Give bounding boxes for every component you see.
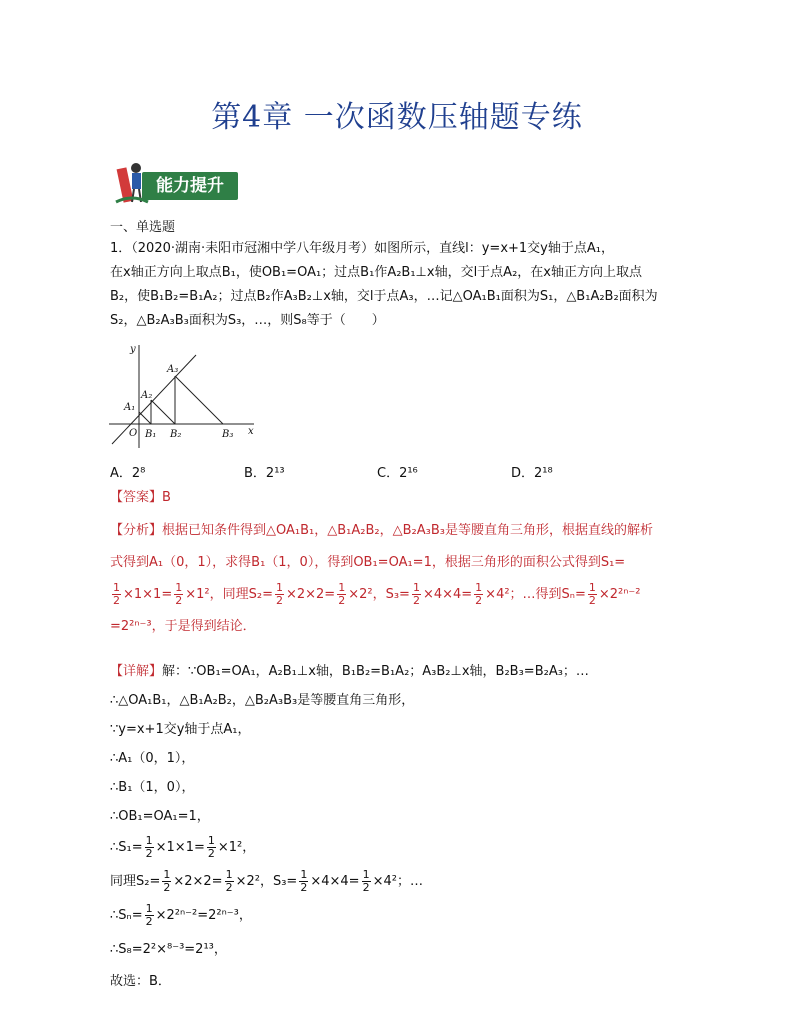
fraction: $\frac{1}{2}$	[113, 581, 120, 607]
fraction: $\frac{1}{2}$	[275, 581, 283, 607]
label-x: x	[248, 426, 254, 437]
fraction: $\frac{1}{2}$	[475, 581, 483, 607]
badge-label: 能力提升	[142, 172, 238, 200]
analysis-line: =2²ⁿ⁻³，于是得到结论．	[110, 619, 256, 634]
fraction: $\frac{1}{2}$	[207, 834, 215, 860]
question-line: B₂，使B₁B₂=B₁A₂；过点B₂作A₃B₂⊥x轴，交l于点A₃，…记△OA₁B₁面积为S₁，△B₁A₂B₂面积为	[110, 289, 658, 304]
ability-badge	[112, 158, 242, 208]
section-heading: 一、单选题	[110, 220, 176, 235]
analysis-line: 根据已知条件得到△OA₁B₁，△B₁A₂B₂，△B₂A₃B₃是等腰直角三角形，根据直线的解析	[162, 523, 653, 538]
option-a[interactable]: A．2⁸	[110, 466, 146, 481]
fraction: $\frac{1}{2}$	[588, 581, 596, 607]
detail-line: 解：∵OB₁=OA₁，A₂B₁⊥x轴，B₁B₂=B₁A₂；A₃B₂⊥x轴，B₂B₃=B₂A₃；…	[162, 664, 589, 679]
option-b[interactable]: B．2¹³	[244, 466, 285, 481]
fraction: $\frac{1}{2}$	[412, 581, 420, 607]
option-c[interactable]: C．2¹⁶	[377, 466, 418, 481]
answer: 【答案】B	[110, 490, 171, 505]
detail	[110, 657, 690, 996]
fraction: $\frac{1}{2}$	[225, 868, 233, 894]
geometry-figure	[104, 340, 264, 450]
fraction: $\frac{1}{2}$	[145, 902, 153, 928]
question-line: 在x轴正方向上取点B₁，使OB₁=OA₁；过点B₁作A₂B₁⊥x轴，交l于点A₂，在x轴正方向上取点	[110, 265, 642, 280]
label-b2: B₂	[170, 429, 182, 440]
label-b3: B₃	[222, 429, 234, 440]
question-text	[110, 237, 690, 333]
detail-line: ∵y=x+1交y轴于点A₁，	[110, 722, 251, 737]
label-y: y	[130, 344, 136, 355]
fraction: $\frac{1}{2}$	[362, 868, 370, 894]
segment	[175, 376, 223, 424]
detail-line: ∴OB₁=OA₁=1，	[110, 809, 210, 824]
detail-line: ∴S₁= $\frac{1}{2}$ ×1×1= $\frac{1}{2}$ ×1²，	[110, 834, 256, 860]
segment	[151, 400, 175, 424]
analysis-label: 【分析】	[110, 523, 163, 538]
fraction: $\frac{1}{2}$	[338, 581, 346, 607]
detail-line: ∴△OA₁B₁，△B₁A₂B₂，△B₂A₃B₃是等腰直角三角形，	[110, 693, 415, 708]
detail-line: ∴Sₙ= $\frac{1}{2}$ ×2²ⁿ⁻²=2²ⁿ⁻³，	[110, 902, 252, 928]
label-o: O	[129, 428, 138, 439]
label-a2: A₂	[141, 390, 153, 401]
label-b1: B₁	[145, 429, 157, 440]
segment	[139, 412, 151, 424]
fraction: $\frac{1}{2}$	[175, 581, 183, 607]
detail-line: ∴B₁（1，0），	[110, 780, 195, 795]
analysis-line: 式得到A₁（0，1），求得B₁（1，0），得到OB₁=OA₁=1，根据三角形的面积公式得到S₁=	[110, 555, 626, 570]
detail-line: ∴A₁（0，1），	[110, 751, 195, 766]
page-title: 第4章 一次函数压轴题专练	[211, 100, 583, 135]
detail-line: 故选：B．	[110, 974, 171, 989]
analysis-line: $\frac{1}{2}$ ×1×1= $\frac{1}{2}$ ×1²，同理S₂= $\frac{1}{2}$ ×2×2= $\frac{1}{2}$ ×2²，S₃= $\frac{1}{2}$ ×4×4= $\frac{1}{2}$ ×4²；…得到Sₙ= $\frac{1}{2}$ ×2²ⁿ⁻²	[113, 581, 641, 607]
detail-label: 【详解】	[110, 664, 163, 679]
question-line: 1．（2020·湖南·耒阳市冠湘中学八年级月考）如图所示，直线l：y=x+1交y轴于点A₁，	[110, 241, 614, 256]
fraction: $\frac{1}{2}$	[300, 868, 308, 894]
label-a1: A₁	[124, 402, 136, 413]
question-line: S₂，△B₂A₃B₃面积为S₃，…，则S₈等于（ ）	[110, 313, 385, 328]
label-a3: A₃	[167, 364, 179, 375]
detail-line: ∴S₈=2²×⁸⁻³=2¹³，	[110, 942, 227, 957]
detail-line: 同理S₂= $\frac{1}{2}$ ×2×2= $\frac{1}{2}$ ×2²，S₃= $\frac{1}{2}$ ×4×4= $\frac{1}{2}$ ×4²；…	[110, 868, 423, 894]
analysis	[110, 515, 690, 643]
option-d[interactable]: D．2¹⁸	[511, 466, 553, 481]
fraction: $\frac{1}{2}$	[163, 868, 171, 894]
fraction: $\frac{1}{2}$	[145, 834, 153, 860]
